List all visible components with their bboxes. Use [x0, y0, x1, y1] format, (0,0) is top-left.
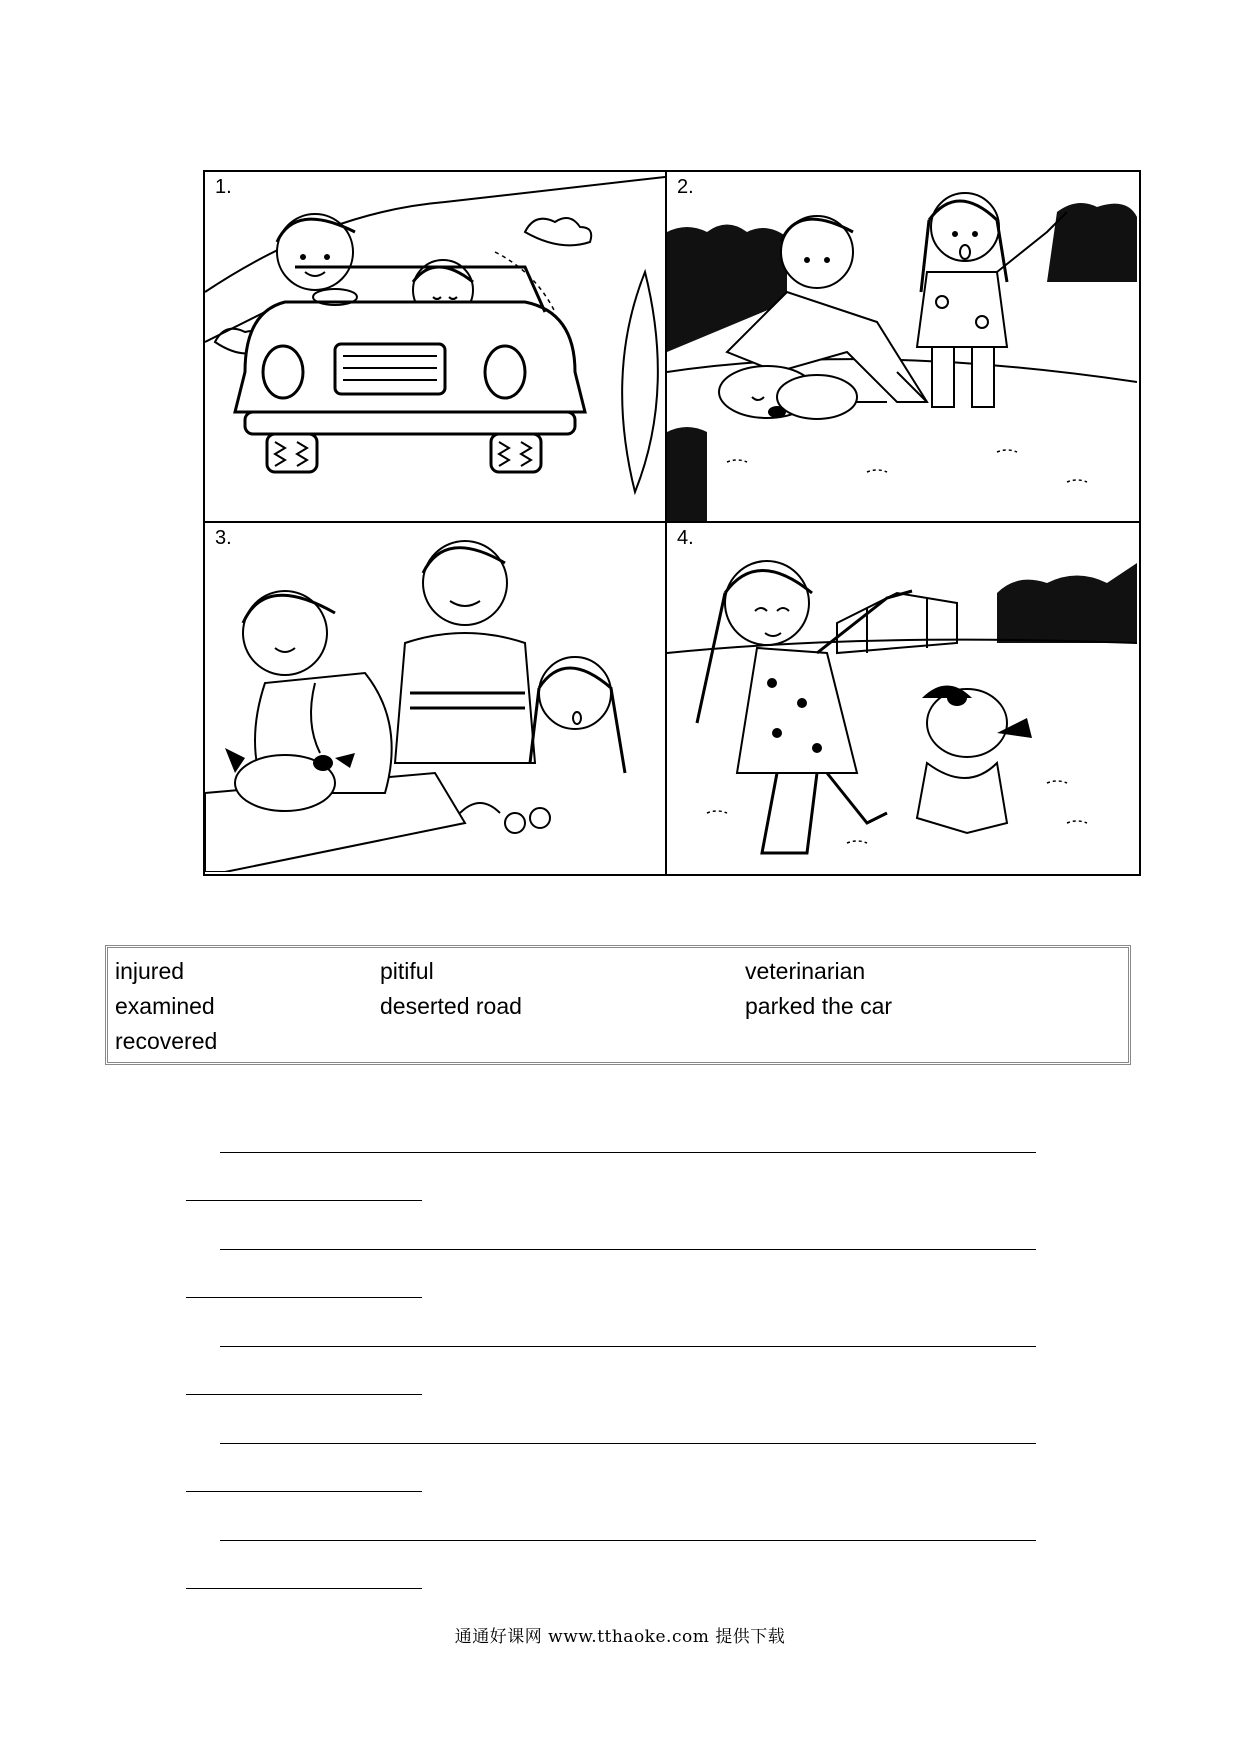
writing-line[interactable]	[220, 1346, 1036, 1347]
footer-credit: 通通好课网 www.tthaoke.com 提供下载	[454, 1627, 786, 1647]
writing-line[interactable]	[186, 1200, 422, 1201]
comic-panel-3	[205, 523, 667, 874]
vet-examining-dog-icon	[205, 523, 665, 872]
word-bank-item: injured	[115, 958, 185, 984]
word-bank-grid	[115, 954, 1122, 1058]
writing-line[interactable]	[220, 1443, 1036, 1444]
writing-line[interactable]	[220, 1540, 1036, 1541]
comic-panel-1	[205, 172, 667, 523]
writing-line[interactable]	[186, 1588, 422, 1589]
comic-panel-4	[667, 523, 1139, 874]
panel-number: 1.	[215, 176, 232, 198]
writing-line[interactable]	[186, 1297, 422, 1298]
writing-line[interactable]	[220, 1152, 1036, 1153]
injured-dog-on-road-icon	[667, 172, 1137, 521]
panel-number: 3.	[215, 527, 232, 549]
word-bank	[105, 945, 1131, 1065]
comic-panel-2	[667, 172, 1139, 523]
comic-strip	[203, 170, 1141, 876]
word-bank-item: veterinarian	[745, 958, 866, 984]
girl-and-recovered-dog-icon	[667, 523, 1137, 872]
word-bank-item: recovered	[115, 1028, 218, 1054]
writing-line[interactable]	[186, 1394, 422, 1395]
writing-line[interactable]	[220, 1249, 1036, 1250]
word-bank-item: deserted road	[380, 993, 522, 1019]
word-bank-item: pitiful	[380, 958, 434, 984]
writing-line[interactable]	[186, 1491, 422, 1492]
car-with-boy-and-girl-icon	[205, 172, 665, 521]
word-bank-item: examined	[115, 993, 215, 1019]
panel-number: 4.	[677, 527, 694, 549]
word-bank-item: parked the car	[745, 993, 893, 1019]
panel-number: 2.	[677, 176, 694, 198]
